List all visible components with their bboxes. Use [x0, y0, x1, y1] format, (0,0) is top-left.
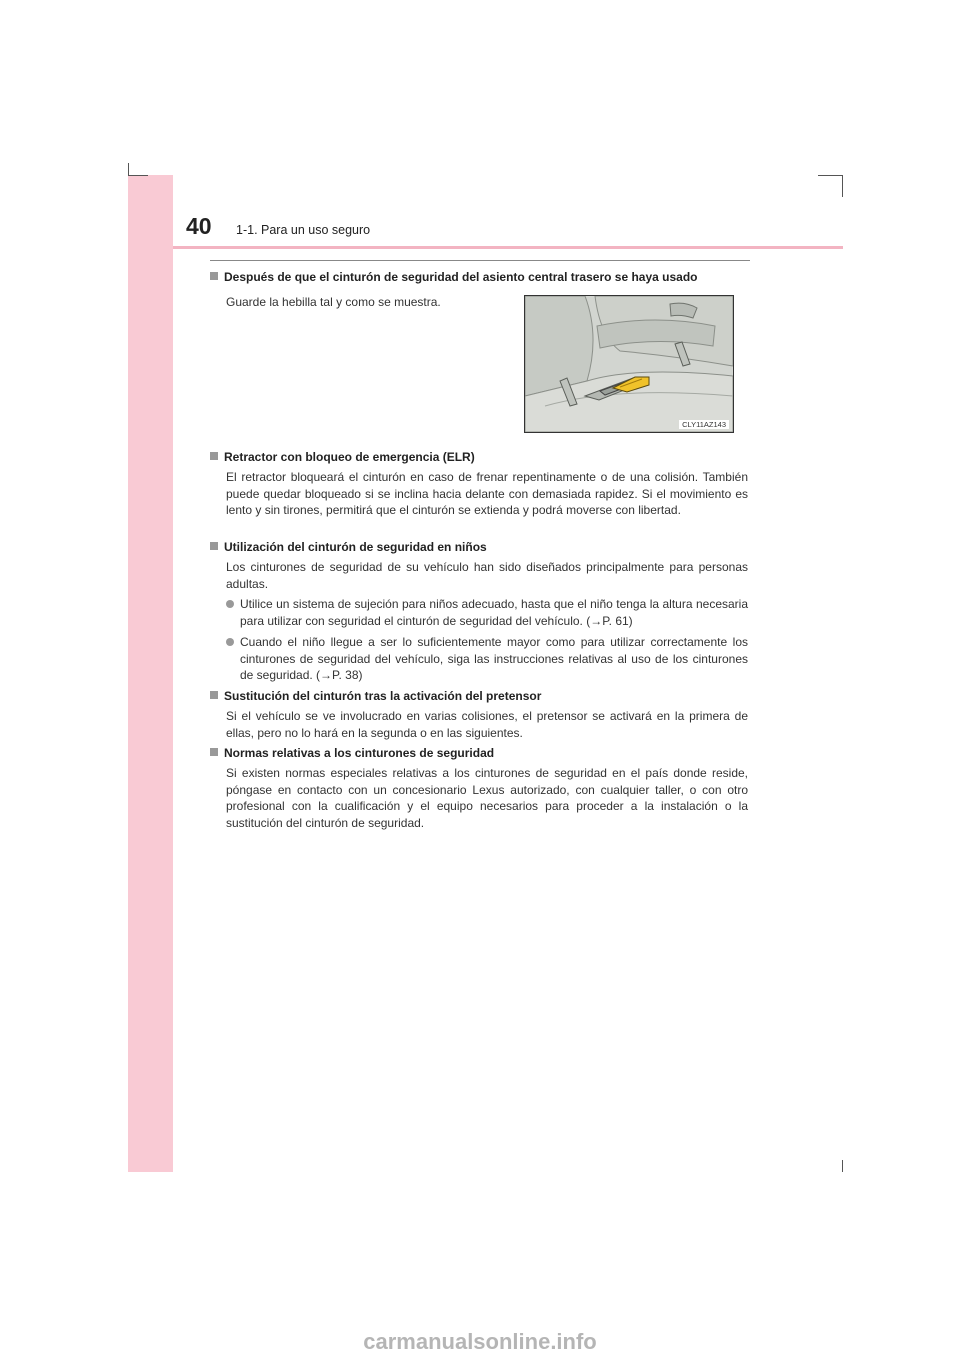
square-bullet-icon — [210, 748, 218, 756]
paragraph-store-buckle: Guarde la hebilla tal y como se muestra. — [226, 295, 441, 309]
paragraph-elr: El retractor bloqueará el cinturón en caso de frenar repentinamente o de una colisión. También puede quedar bloqueado si se inclina hacia delante con demasiada rapidez. Si el movimiento es lento y sin tirones, permitirá que el cinturón se extienda y podrá moverse con libertad. — [226, 470, 748, 517]
crop-mark-top-right — [818, 175, 843, 176]
crop-mark-top-left-v — [128, 163, 129, 175]
section-title: 1-1. Para un uso seguro — [236, 223, 371, 237]
square-bullet-icon — [210, 691, 218, 699]
heading-rear-center-belt: Después de que el cinturón de seguridad del asiento central trasero se haya usado — [210, 270, 697, 284]
figure-rear-seat-buckle — [524, 295, 734, 433]
heading-pretensioner: Sustitución del cinturón tras la activación del pretensor — [210, 689, 541, 703]
paragraph-pretensioner: Si el vehículo se ve involucrado en varias colisiones, el pretensor se activará en la primera de ellas, pero no lo hará en la segunda o en las siguientes. — [226, 709, 748, 740]
rear-seat-illustration — [525, 296, 733, 432]
circle-bullet-icon — [226, 638, 234, 646]
heading-children: Utilización del cinturón de seguridad en niños — [210, 540, 487, 554]
watermark: carmanualsonline.info — [363, 1329, 597, 1354]
figure-code: CLY11AZ143 — [679, 420, 729, 429]
crop-mark-top-left — [128, 175, 148, 176]
paragraph-regulations: Si existen normas especiales relativas a los cinturones de seguridad en el país donde reside, póngase en contacto con un concesionario Lexus autorizado, con cualquier taller, o con otro profesional con la cualificación y el equipo necesarios para proceder a la instalación o la sustitución del cinturón de seguridad. — [226, 766, 748, 830]
page-sidebar-tab — [128, 175, 173, 1172]
page-number: 40 — [186, 213, 212, 239]
crop-mark-top-right-v — [842, 175, 843, 197]
content-rule — [210, 260, 750, 261]
paragraph-children: Los cinturones de seguridad de su vehículo han sido diseñados principalmente para personas adultas. — [226, 560, 748, 591]
list-item: Cuando el niño llegue a ser lo suficientemente mayor como para utilizar correctamente los cinturones de seguridad del vehículo, siga las instrucciones relativas al uso de los cinturones de seguridad. (→P. 38) — [226, 634, 748, 684]
heading-elr: Retractor con bloqueo de emergencia (ELR) — [210, 450, 475, 464]
heading-regulations: Normas relativas a los cinturones de seguridad — [210, 746, 494, 760]
circle-bullet-icon — [226, 600, 234, 608]
square-bullet-icon — [210, 542, 218, 550]
square-bullet-icon — [210, 272, 218, 280]
square-bullet-icon — [210, 452, 218, 460]
list-item: Utilice un sistema de sujeción para niños adecuado, hasta que el niño tenga la altura necesaria para utilizar con seguridad el cinturón de seguridad del vehículo. (→P. 61) — [226, 596, 748, 629]
header-rule — [173, 246, 843, 249]
crop-mark-bottom-right — [842, 1160, 843, 1172]
